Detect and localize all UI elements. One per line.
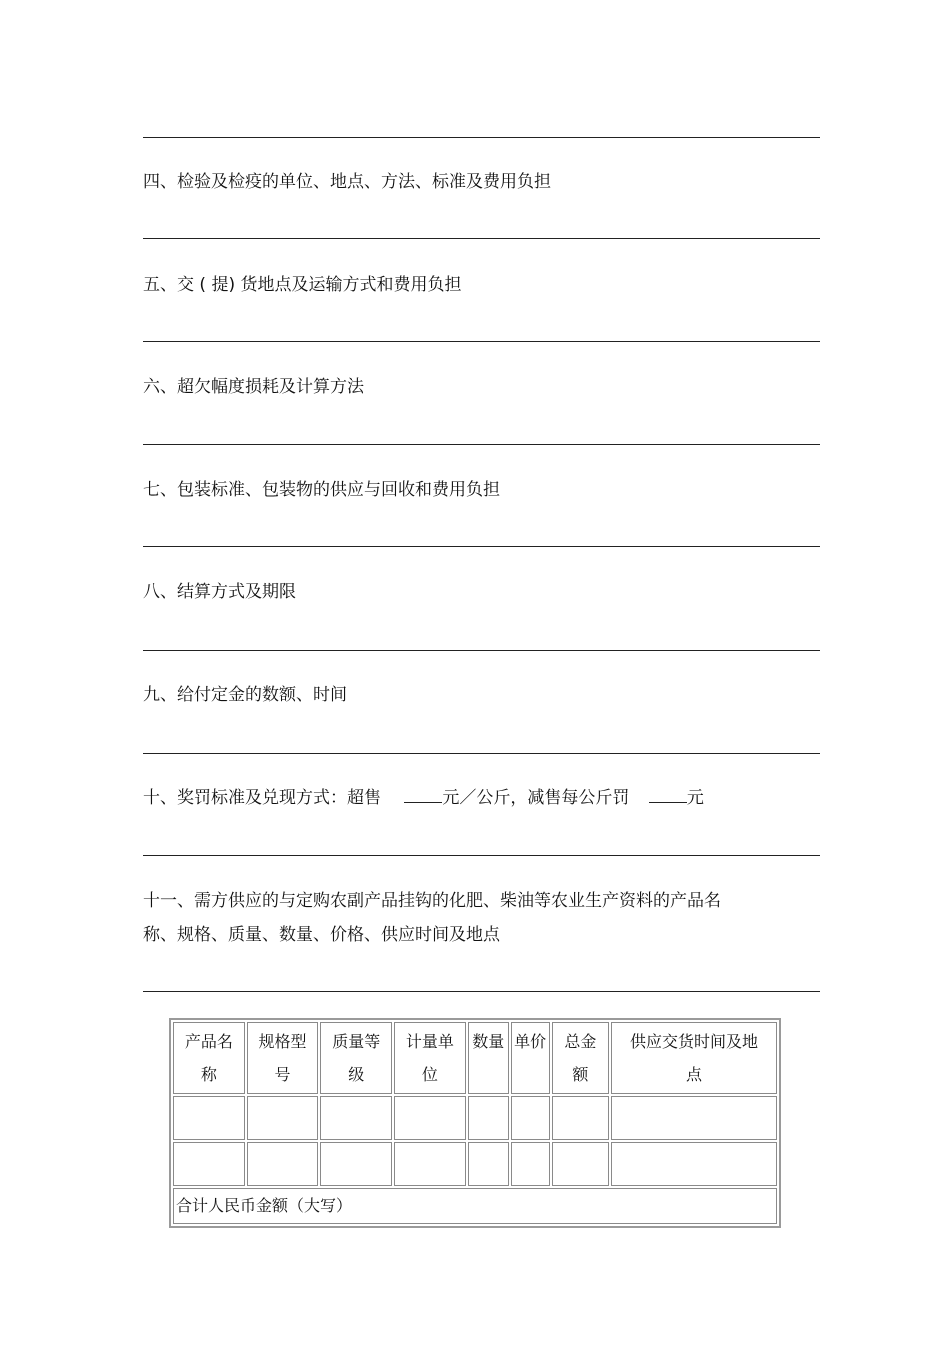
section-6-heading: 六、超欠幅度损耗及计算方法 <box>143 377 364 397</box>
table-cell[interactable] <box>552 1142 609 1186</box>
table-cell[interactable] <box>552 1096 609 1140</box>
table-cell[interactable] <box>394 1096 466 1140</box>
section-11-line1: 十一、需方供应的与定购农副产品挂钩的化肥、柴油等农业生产资料的产品名 <box>143 891 721 911</box>
header-quantity: 数量 <box>468 1022 509 1094</box>
blank-line-4 <box>143 444 820 445</box>
table-cell[interactable] <box>247 1096 319 1140</box>
blank-line-8 <box>143 855 820 856</box>
section-7-heading: 七、包装标准、包装物的供应与回收和费用负担 <box>143 480 500 500</box>
header-quality-grade: 质量等 级 <box>320 1022 392 1094</box>
blank-line-3 <box>143 341 820 342</box>
section-4-heading: 四、检验及检疫的单位、地点、方法、标准及费用负担 <box>143 172 551 192</box>
table-total-row <box>173 1188 777 1224</box>
table-cell[interactable] <box>611 1096 777 1140</box>
section-10-heading <box>143 786 704 810</box>
table-row <box>173 1142 777 1186</box>
blank-line-2 <box>143 238 820 239</box>
header-product-name: 产品名 称 <box>173 1022 245 1094</box>
blank-line-7 <box>143 753 820 754</box>
table-cell[interactable] <box>468 1142 509 1186</box>
table-cell[interactable] <box>247 1142 319 1186</box>
table-cell[interactable] <box>320 1096 392 1140</box>
table-row <box>173 1096 777 1140</box>
table-cell[interactable] <box>320 1142 392 1186</box>
blank-line-1 <box>143 137 820 138</box>
table-cell[interactable] <box>511 1142 550 1186</box>
section-9-heading: 九、给付定金的数额、时间 <box>143 685 347 705</box>
section-10-suffix: 元 <box>686 788 704 808</box>
table-cell[interactable] <box>611 1142 777 1186</box>
table-cell[interactable] <box>468 1096 509 1140</box>
table-cell[interactable] <box>173 1142 245 1186</box>
section-11-line2: 称、规格、质量、数量、价格、供应时间及地点 <box>143 925 500 945</box>
penalty-amount-blank <box>649 786 687 803</box>
supply-table <box>169 1018 781 1228</box>
section-11-heading <box>143 884 803 952</box>
blank-line-5 <box>143 546 820 547</box>
header-unit-price: 单价 <box>511 1022 550 1094</box>
table-cell[interactable] <box>173 1096 245 1140</box>
header-total-amount: 总金 额 <box>552 1022 609 1094</box>
blank-line-6 <box>143 650 820 651</box>
section-10-mid: 元／公斤，减售每公斤罚 <box>442 788 630 808</box>
table-cell[interactable] <box>511 1096 550 1140</box>
total-amount-label: 合计人民币金额（大写） <box>173 1188 777 1224</box>
table-cell[interactable] <box>394 1142 466 1186</box>
section-8-heading: 八、结算方式及期限 <box>143 582 296 602</box>
blank-line-9 <box>143 991 820 992</box>
table-header-row <box>173 1022 777 1094</box>
oversell-amount-blank <box>404 786 442 803</box>
header-spec-model: 规格型 号 <box>247 1022 319 1094</box>
header-unit: 计量单 位 <box>394 1022 466 1094</box>
section-10-prefix: 十、奖罚标准及兑现方式：超售 <box>143 788 381 808</box>
header-delivery-time-place: 供应交货时间及地 点 <box>611 1022 777 1094</box>
section-5-heading: 五、交 ( 提) 货地点及运输方式和费用负担 <box>143 275 462 295</box>
